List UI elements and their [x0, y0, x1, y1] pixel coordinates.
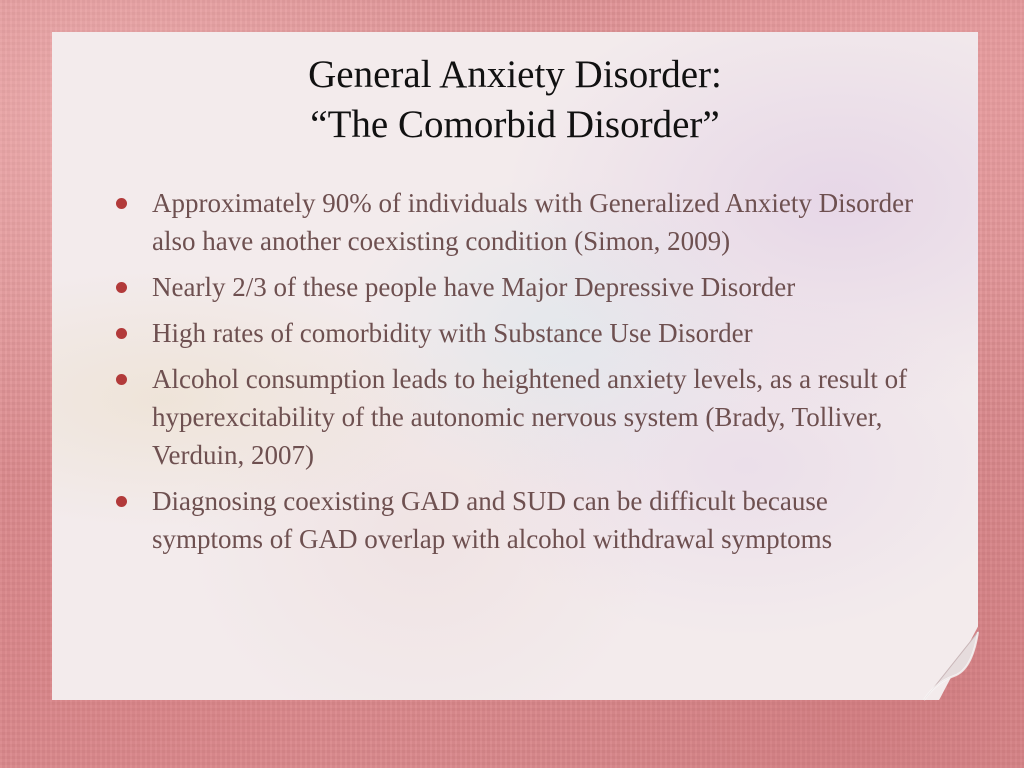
title-line-2: “The Comorbid Disorder” — [310, 103, 720, 146]
bullet-text: High rates of comorbidity with Substance Use Disorder — [152, 318, 753, 348]
bullet-dot-icon — [116, 374, 127, 385]
list-item — [110, 482, 940, 558]
list-item — [110, 360, 940, 474]
list-item — [110, 314, 940, 352]
bullet-dot-icon — [116, 496, 127, 507]
page-curl-icon — [922, 628, 982, 704]
slide-title — [52, 50, 978, 150]
bullet-dot-icon — [116, 328, 127, 339]
bullet-text: Alcohol consumption leads to heightened anxiety levels, as a result of hyperexcitability of the autonomic nervous system (Brady, Tolliver, Verduin, 2007) — [152, 364, 908, 470]
list-item — [110, 184, 940, 260]
bullet-dot-icon — [116, 198, 127, 209]
bullet-text: Nearly 2/3 of these people have Major Depressive Disorder — [152, 272, 796, 302]
bullet-list — [110, 184, 940, 566]
bullet-text: Approximately 90% of individuals with Generalized Anxiety Disorder also have another coexisting condition (Simon, 2009) — [152, 188, 914, 256]
title-line-1: General Anxiety Disorder: — [308, 53, 722, 96]
bullet-text: Diagnosing coexisting GAD and SUD can be difficult because symptoms of GAD overlap with alcohol withdrawal symptoms — [152, 486, 833, 554]
bullet-dot-icon — [116, 282, 127, 293]
list-item — [110, 268, 940, 306]
